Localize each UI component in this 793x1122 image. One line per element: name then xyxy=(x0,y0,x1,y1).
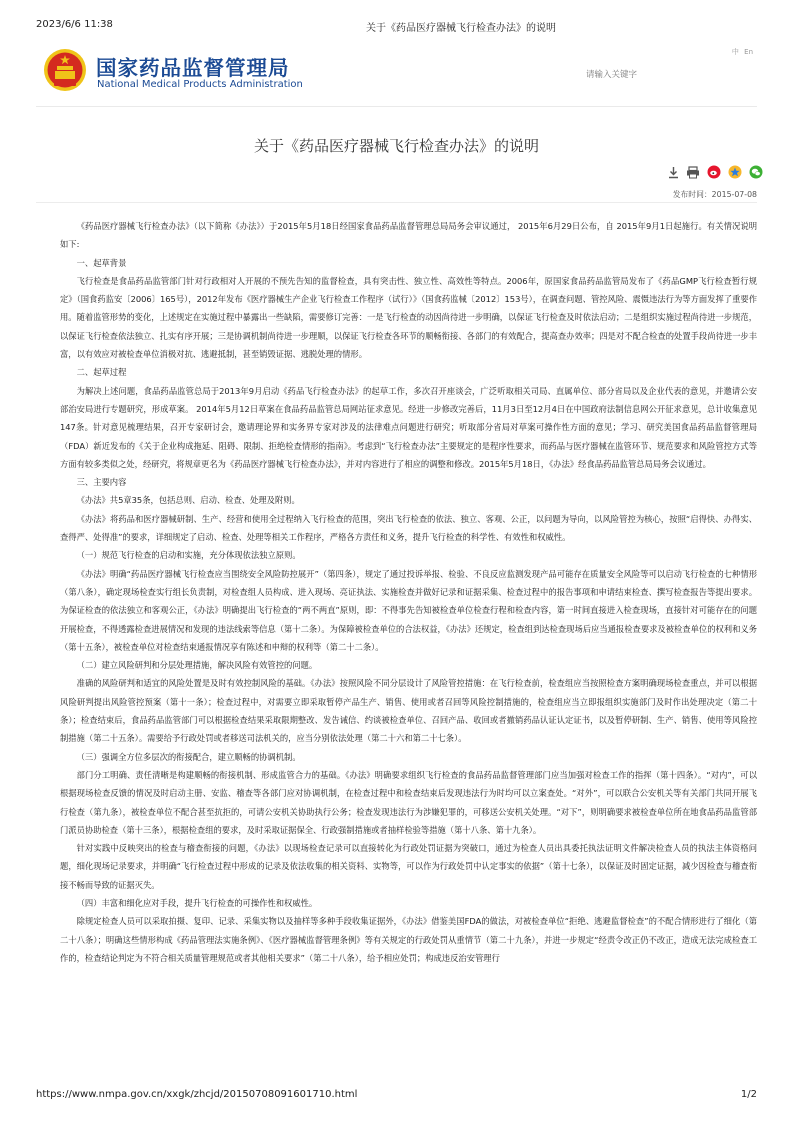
lang-en-link[interactable]: En xyxy=(744,48,753,56)
page-url: https://www.nmpa.gov.cn/xxgk/zhcjd/20150708091601710.html xyxy=(36,1089,358,1100)
article-paragraph: 《办法》将药品和医疗器械研制、生产、经营和使用全过程纳入飞行检查的范围，突出飞行检查的依法、独立、客观、公正，以问题为导向，以风险管控为核心，按照“启得快、办得实、查得严、处得准”的要求，详细规定了启动、检查、处理等相关工作程序，严格各方责任和义务，提升飞行检查的科学性、有效性和权威性。 xyxy=(60,513,757,543)
site-name-cn[interactable]: 国家药品监督管理局 xyxy=(96,56,290,80)
article-paragraph: 《办法》明确“药品医疗器械飞行检查应当围绕安全风险防控展开”（第四条），规定了通过投诉举报、检验、不良反应监测发现产品可能存在质量安全风险等可以启动飞行检查的七种情形（第八条），确定现场检查实行组长负责制，对检查组人员构成、进入现场、亮证执法、实施检查并做好记录和证据采集、检查过程中的报告事项和申请结束检查、撰写检查报告等提出要求。为保证检查的依法独立和客观公正，《办法》明确提出飞行检查的“两不两直”原则，即：不得事先告知被检查单位检查行程和检查内容，第一时间直接进入检查现场，直接针对可能存在的问题开展检查，不得透露检查进展情况和发现的违法线索等信息（第十二条）。为保障被检查单位的合法权益，《办法》还规定，检查组到达检查现场后应当通报检查要求及被检查单位的权利和义务（第十五条），被检查单位对检查结束通报情况享有陈述和申辩的权利等（第二十二条）。 xyxy=(60,568,757,652)
weibo-icon[interactable] xyxy=(707,164,721,183)
article-title: 关于《药品医疗器械飞行检查办法》的说明 xyxy=(253,137,539,155)
article-paragraph: 针对实践中反映突出的检查与稽查衔接的问题，《办法》以现场检查记录可以直接转化为行政处罚证据为突破口，通过为检查人员出具委托执法证明文件解决检查人员的执法主体资格问题，细化现场记录要求，并明确“飞行检查过程中形成的记录及依法收集的相关资料、实物等，可以作为行政处罚中认定事实的依据”（第十七条），以保证及时固定证据，减少因检查与稽查衔接不畅而导致的证据灭失。 xyxy=(60,843,757,890)
article-paragraph: 准确的风险研判和适宜的风险处置是及时有效控制风险的基础。《办法》按照风险不同分层设计了风险管控措施：在飞行检查前，检查组应当按照检查方案明确现场检查重点，并可以根据风险研判提出风险管控预案（第十一条）；检查过程中，对需要立即采取暂停产品生产、销售、使用或者召回等风险控制措施的，检查组应当立即报组织实施部门及时作出处理决定（第二十条）；检查结束后，食品药品监管部门可以根据检查结果采取限期整改、发告诫信、约谈被检查单位、召回产品、收回或者撤销药品认证认定证书，以及暂停研制、生产、销售、使用等风险控制措施（第二十五条）。需要给予行政处罚或者移送司法机关的，应当分别依法处理（第二十六和第二十七条）。 xyxy=(60,678,757,744)
print-header xyxy=(36,19,757,33)
article-paragraph: 为解决上述问题，食品药品监管总局于2013年9月启动《药品飞行检查办法》的起草工作，多次召开座谈会，广泛听取相关司局、直属单位、部分省局以及企业代表的意见，并邀请公安部治安局进行专题研究，形成草案。 2014年5月12日草案在食品药品监管总局网站征求意见。经进一步修改完善后，11月3日至12月4日在中国政府法制信息网公开征求意见，总计收集意见147条。针对意见梳理结果，召开专家研讨会，邀请理论界和实务界专家对涉及的法律难点问题进行研究；听取部分省局对草案可操作性方面的意见；学习、研究美国食品药品监督管理局（FDA）新近发布的《关于企业构成拖延、阻碍、限制、拒绝检查情形的指南》。考虑到“飞行检查办法”主要规定的是程序性要求，而药品与医疗器械在监管环节、规范要求和风险管控方式等方面有较多类似之处，经研究，将规章更名为《药品医疗器械飞行检查办法》，并对内容进行了相应的调整和修改。2015年5月18日，《办法》经食品药品监管总局局务会议通过。 xyxy=(60,385,757,469)
header-divider xyxy=(36,106,757,107)
article-paragraph: 《办法》共5章35条，包括总则、启动、检查、处理及附则。 xyxy=(76,495,300,506)
emblem-icon[interactable] xyxy=(42,47,88,93)
article-paragraph: （一）规范飞行检查的启动和实施，充分体现依法独立原则。 xyxy=(76,550,301,561)
article-paragraph: 《药品医疗器械飞行检查办法》（以下简称《办法》）于2015年5月18日经国家食品药品监督管理总局局务会审议通过， 2015年6月29日公布，自 2015年9月1日起施行。有关情况说明如下: xyxy=(60,221,757,250)
article-paragraph: （三）强调全方位多层次的衔接配合，建立顺畅的协调机制。 xyxy=(76,751,301,762)
publish-date: 发布时间：2015-07-08 xyxy=(672,190,757,199)
article-body xyxy=(60,217,757,967)
lang-zh-link[interactable]: 中 xyxy=(731,48,739,56)
site-header xyxy=(36,45,757,100)
article-tools xyxy=(668,163,765,181)
page-number: 1/2 xyxy=(740,1089,757,1100)
print-page-title: 关于《药品医疗器械飞行检查办法》的说明 xyxy=(366,23,556,34)
article-paragraph: 部门分工明确、责任清晰是构建顺畅的衔接机制、形成监管合力的基础。《办法》明确要求组织飞行检查的食品药品监督管理部门应当加强对检查工作的指挥（第十四条）。“对内”，可以根据现场检查反馈的情况及时启动主册、安监、稽查等各部门应对协调机制，在检查过程中和检查结束后发现违法行为时均可以立案查处。“对外”，可以联合公安机关等有关部门共同开展飞行检查（第九条），被检查单位不配合甚至抗拒的，可请公安机关协助执行公务；检查发现违法行为涉嫌犯罪的，可移送公安机关处理。“对下”，则明确要求被检查单位所在地食品药品监管部门派员协助检查（第十三条），根据检查组的要求，及时采取证据保全、行政强制措施或者抽样检验等措施（第十八条、第十九条）。 xyxy=(60,769,757,835)
qzone-icon[interactable] xyxy=(728,164,742,183)
search-input[interactable] xyxy=(584,65,753,83)
meta-divider xyxy=(36,202,757,203)
site-name-en: National Medical Products Administration xyxy=(97,79,303,90)
article-paragraph: （二）建立风险研判和分层处理措施，解决风险有效管控的问题。 xyxy=(76,660,318,671)
article-paragraph: 飞行检查是食品药品监管部门针对行政相对人开展的不预先告知的监督检查，具有突击性、独立性、高效性等特点。2006年，原国家食品药品监管局发布了《药品GMP飞行检查暂行规定》（国食药监安〔2006〕165号），2012年发布《医疗器械生产企业飞行检查工作程序（试行）》（国食药监械〔2012〕153号），在调查问题、管控风险、震慑违法行为等方面发挥了重要作用。随着监管形势的变化，上述规定在实施过程中暴露出一些缺陷，需要修订完善：一是飞行检查的动因尚待进一步明确，以保证飞行检查及时依法启动；二是组织实施过程尚待进一步规范，以保证飞行检查依法独立、扎实有序开展；三是协调机制尚待进一步理顺，以保证飞行检查各环节的顺畅衔接、各部门的有效配合，提高查办效率；四是对不配合检查的处置手段尚待进一步丰富，以有效应对被检查单位消极对抗、逃避抵制，甚至销毁证据、逃脱处理的情形。 xyxy=(60,275,757,360)
article-paragraph: 除规定检查人员可以采取拍摄、复印、记录、采集实物以及抽样等多种手段收集证据外，《办法》借鉴美国FDA的做法，对被检查单位“拒绝、逃避监督检查”的不配合情形进行了细化（第二十八条）；明确这些情形构成《药品管理法实施条例》、《医疗器械监督管理条例》等有关规定的行政处罚从重情节（第二十九条），并进一步规定“经责令改正仍不改正，造成无法完成检查工作的，检查结论判定为不符合相关质量管理规范或者其他相关要求”（第二十八条），给予相应处罚；构成违反治安管理行 xyxy=(60,916,757,963)
language-switcher xyxy=(729,47,753,57)
article-paragraph: 一、起草背景 xyxy=(76,257,127,268)
print-datetime: 2023/6/6 11:38 xyxy=(36,19,113,30)
article-paragraph: 三、主要内容 xyxy=(76,477,127,488)
print-footer xyxy=(36,1089,757,1103)
article-paragraph: （四）丰富和细化应对手段，提升飞行检查的可操作性和权威性。 xyxy=(76,897,318,908)
download-icon[interactable] xyxy=(668,164,679,183)
article-paragraph: 二、起草过程 xyxy=(76,367,127,378)
print-icon[interactable] xyxy=(686,164,700,183)
wechat-icon[interactable] xyxy=(749,164,763,183)
